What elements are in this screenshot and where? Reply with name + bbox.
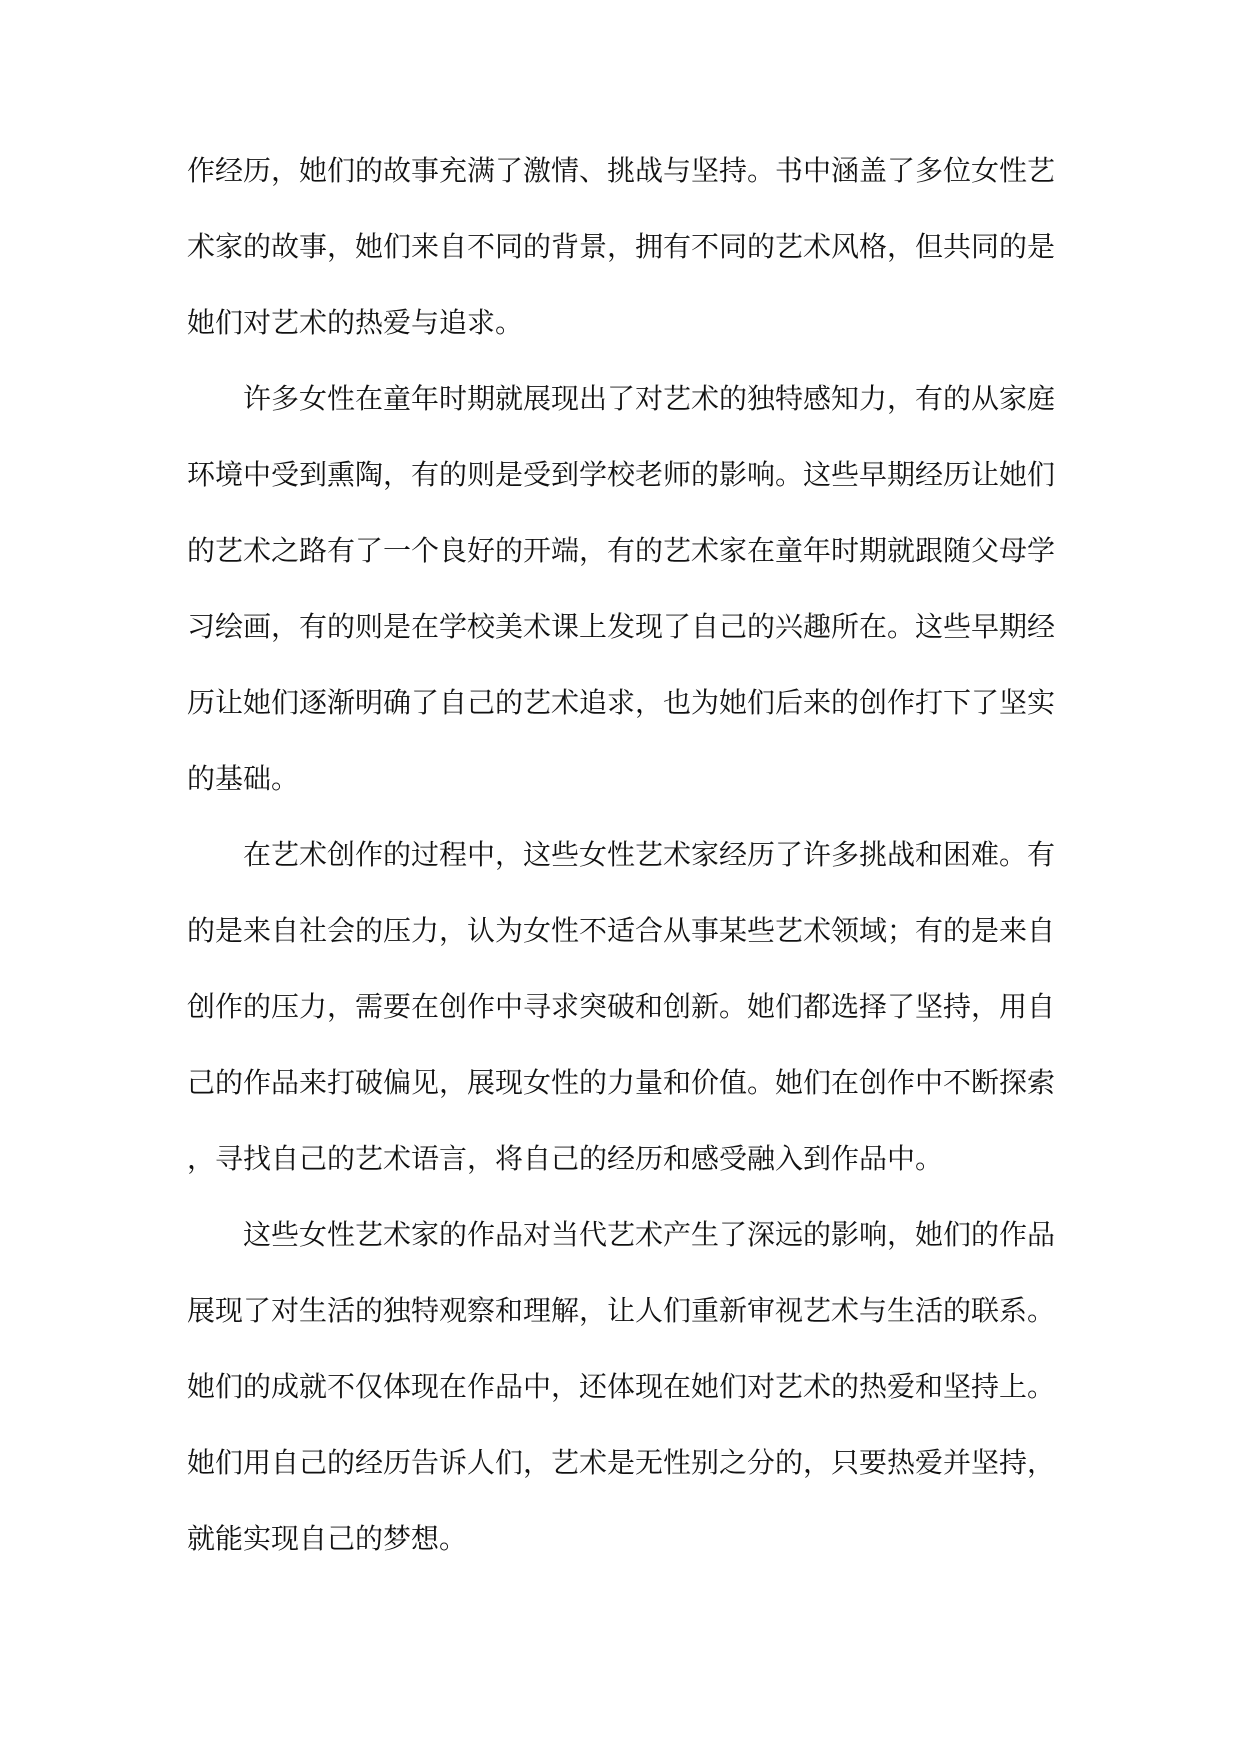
paragraph-4: 这些女性艺术家的作品对当代艺术产生了深远的影响，她们的作品展现了对生活的独特观察和理解，让人们重新审视艺术与生活的联系。她们的成就不仅体现在作品中，还体现在她们对艺术的热爱和坚持上。她们用自己的经历告诉人们，艺术是无性别之分的，只要热爱并坚持，就能实现自己的梦想。 bbox=[187, 1218, 1056, 1555]
document-body bbox=[187, 133, 1055, 1577]
paragraph-2: 许多女性在童年时期就展现出了对艺术的独特感知力，有的从家庭环境中受到熏陶，有的则是受到学校老师的影响。这些早期经历让她们的艺术之路有了一个良好的开端，有的艺术家在童年时期就跟随父母学习绘画，有的则是在学校美术课上发现了自己的兴趣所在。这些早期经历让她们逐渐明确了自己的艺术追求，也为她们后来的创作打下了坚实的基础。 bbox=[187, 382, 1056, 795]
paragraph-1: 作经历，她们的故事充满了激情、挑战与坚持。书中涵盖了多位女性艺术家的故事，她们来自不同的背景，拥有不同的艺术风格，但共同的是她们对艺术的热爱与追求。 bbox=[187, 154, 1056, 339]
paragraph-3: 在艺术创作的过程中，这些女性艺术家经历了许多挑战和困难。有的是来自社会的压力，认为女性不适合从事某些艺术领域；有的是来自创作的压力，需要在创作中寻求突破和创新。她们都选择了坚持，用自己的作品来打破偏见，展现女性的力量和价值。她们在创作中不断探索，寻找自己的艺术语言，将自己的经历和感受融入到作品中。 bbox=[187, 838, 1056, 1175]
